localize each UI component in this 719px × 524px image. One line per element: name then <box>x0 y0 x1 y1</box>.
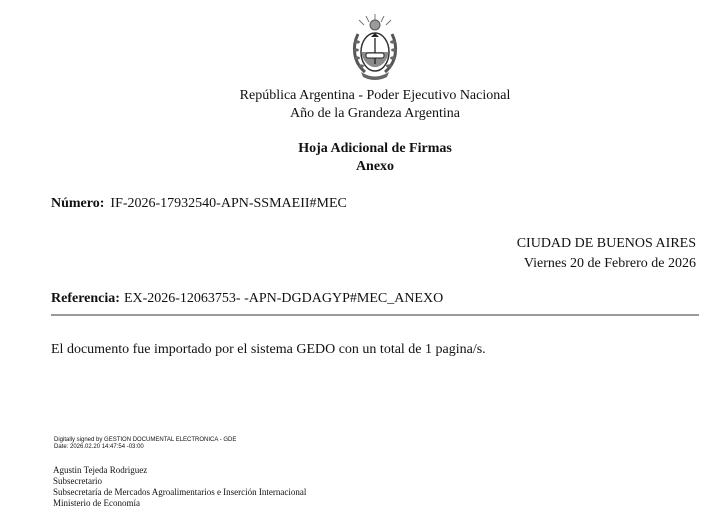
date: Viernes 20 de Febrero de 2026 <box>523 256 696 271</box>
signer-ministry: Ministerio de Economía <box>53 498 140 508</box>
digital-signature-stamp <box>54 437 236 451</box>
signature-stamp-date: Date: 2026.02.20 14:47:54 -03:00 <box>54 444 144 450</box>
reference-value: EX-2026-12063753- -APN-DGDAGYP#MEC_ANEXO <box>123 291 444 306</box>
signer-name: Agustin Tejeda Rodriguez <box>53 465 148 475</box>
government-header: República Argentina - Poder Ejecutivo Nacional <box>239 88 511 103</box>
signer-role: Subsecretario <box>53 476 102 486</box>
document-number-value: IF-2026-17932540-APN-SSMAEII#MEC <box>110 196 347 211</box>
document-number <box>51 195 347 213</box>
signer-block <box>53 465 306 509</box>
document-number-label: Número: <box>51 196 105 211</box>
document-title: Hoja Adicional de Firmas <box>298 141 452 156</box>
reference <box>51 290 443 308</box>
place-and-date <box>517 234 696 274</box>
city: CIUDAD DE BUENOS AIRES <box>516 236 696 251</box>
year-motto: Año de la Grandeza Argentina <box>289 106 460 121</box>
body-text: El documento fue importado por el sistema GEDO con un total de 1 pagina/s. <box>51 342 486 357</box>
reference-label: Referencia: <box>51 291 120 306</box>
coat-of-arms-icon <box>349 12 401 84</box>
signature-stamp-signer: Digitally signed by GESTION DOCUMENTAL ELECTRONICA - GDE <box>54 437 237 443</box>
divider <box>51 314 699 316</box>
signer-office: Subsecretaría de Mercados Agroalimentarios e Inserción Internacional <box>53 487 307 497</box>
document-subtitle: Anexo <box>355 159 395 174</box>
